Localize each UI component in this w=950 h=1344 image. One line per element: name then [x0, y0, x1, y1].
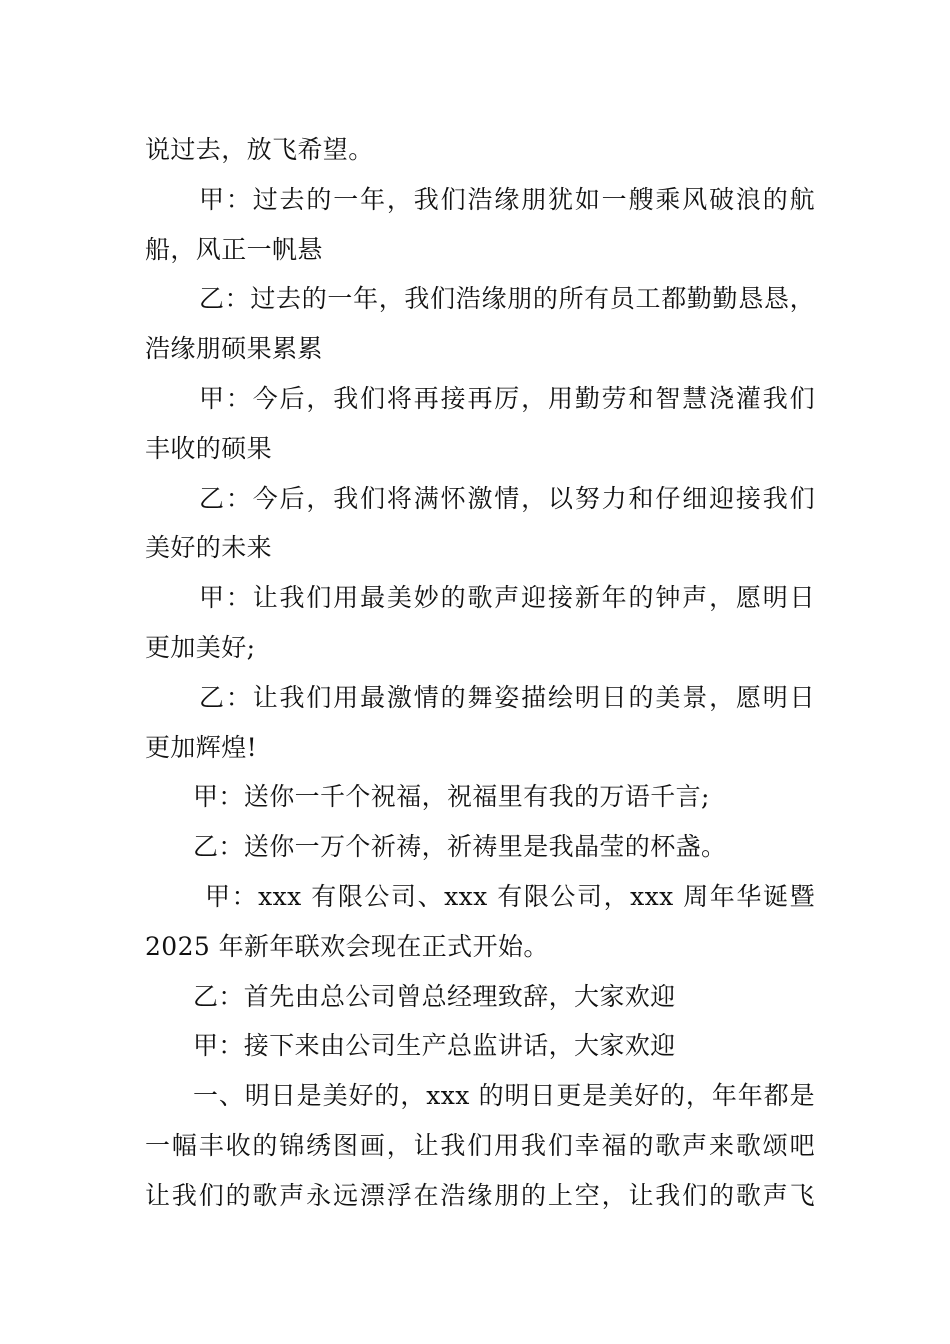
- text-line: 说过去，放飞希望。: [145, 135, 374, 164]
- text-line: 浩缘朋硕果累累: [145, 334, 323, 364]
- text-line: 一幅丰收的锦绣图画，让我们用我们幸福的歌声来歌颂吧: [145, 1130, 815, 1160]
- text-line: 甲：送你一千个祝福，祝福里有我的万语千言;: [193, 782, 710, 812]
- text-line: 让我们的歌声永远漂浮在浩缘朋的上空，让我们的歌声飞: [145, 1180, 815, 1210]
- text-line: 更加辉煌!: [145, 732, 258, 762]
- text-line: 乙：送你一万个祈祷，祈祷里是我晶莹的杯盏。: [193, 832, 727, 862]
- text-line: 甲：今后，我们将再接再厉，用勤劳和智慧浇灌我们: [199, 383, 815, 413]
- text-line: 丰收的硕果: [145, 433, 273, 463]
- text-line: 甲：过去的一年，我们浩缘朋犹如一艘乘风破浪的航: [199, 184, 815, 214]
- text-line: 甲：让我们用最美妙的歌声迎接新年的钟声，愿明日: [199, 583, 815, 613]
- text-line: 船，风正一帆悬: [145, 234, 323, 264]
- text-line: 一、明日是美好的，xxx 的明日更是美好的，年年都是: [193, 1081, 815, 1111]
- text-line: 更加美好;: [145, 632, 256, 662]
- text-line: 乙：让我们用最激情的舞姿描绘明日的美景，愿明日: [199, 682, 815, 712]
- text-line: 乙：今后，我们将满怀激情，以努力和仔细迎接我们: [199, 483, 815, 513]
- text-line: 美好的未来: [145, 533, 273, 563]
- text-line: 乙：首先由总公司曾总经理致辞，大家欢迎: [193, 981, 676, 1011]
- text-line: 甲：xxx 有限公司、xxx 有限公司，xxx 周年华诞暨: [205, 881, 815, 911]
- text-line: 2025 年新年联欢会现在正式开始。: [145, 931, 549, 961]
- text-line: 甲：接下来由公司生产总监讲话，大家欢迎: [193, 1031, 676, 1061]
- text-line: 乙：过去的一年，我们浩缘朋的所有员工都勤勤恳恳，: [199, 284, 815, 314]
- document-body: [145, 125, 815, 1221]
